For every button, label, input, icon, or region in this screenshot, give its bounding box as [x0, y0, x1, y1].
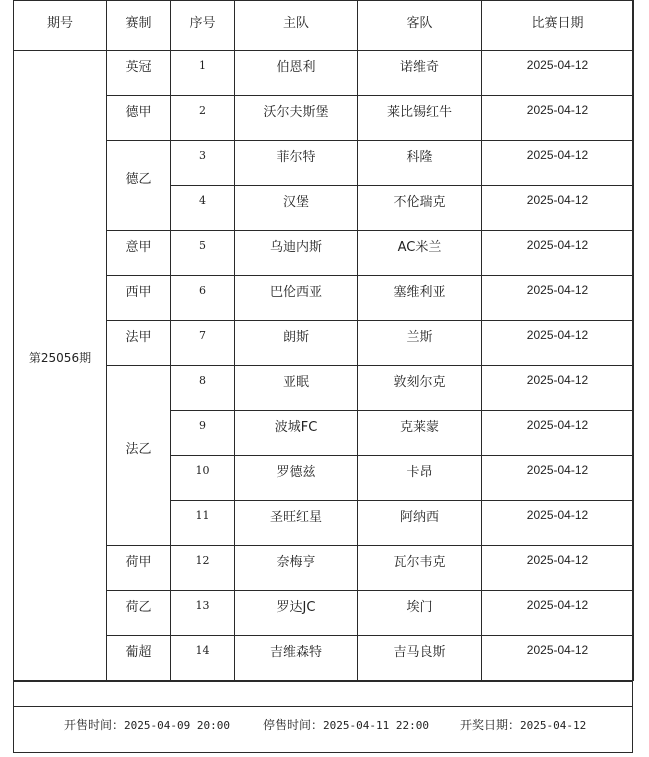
- league-label: 法甲: [125, 329, 152, 345]
- table-row: [14, 51, 634, 96]
- spacer-row: [13, 681, 633, 707]
- league-cell: [107, 96, 171, 141]
- home-team-cell: 伯恩利: [235, 51, 358, 96]
- league-label: 意甲: [125, 239, 152, 255]
- table-row: [14, 636, 634, 681]
- header-home-team: 主队: [235, 1, 358, 51]
- match-date-cell: 2025-04-12: [482, 141, 634, 186]
- seq-cell: 10: [171, 456, 235, 501]
- match-date-cell: 2025-04-12: [482, 546, 634, 591]
- away-team-cell: 吉马良斯: [358, 636, 482, 681]
- seq-cell: 6: [171, 276, 235, 321]
- table-row: [14, 276, 634, 321]
- league-label: 德甲: [125, 104, 152, 120]
- draw-date-info: [460, 716, 586, 733]
- seq-cell: 4: [171, 186, 235, 231]
- home-team-cell: 波城FC: [235, 411, 358, 456]
- home-team-cell: 罗达JC: [235, 591, 358, 636]
- league-cell: [107, 231, 171, 276]
- match-date-cell: 2025-04-12: [482, 96, 634, 141]
- league-label: 葡超: [125, 644, 152, 660]
- match-date-cell: 2025-04-12: [482, 591, 634, 636]
- away-team-cell: 阿纳西: [358, 501, 482, 546]
- away-team-cell: 卡昂: [358, 456, 482, 501]
- home-team-cell: 亚眠: [235, 366, 358, 411]
- home-team-cell: 巴伦西亚: [235, 276, 358, 321]
- seq-cell: 11: [171, 501, 235, 546]
- home-team-cell: 朗斯: [235, 321, 358, 366]
- match-date-cell: 2025-04-12: [482, 501, 634, 546]
- away-team-cell: 克莱蒙: [358, 411, 482, 456]
- home-team-cell: 沃尔夫斯堡: [235, 96, 358, 141]
- sale-stop-label: 停售时间：: [263, 718, 324, 732]
- away-team-cell: 莱比锡红牛: [358, 96, 482, 141]
- match-date-cell: 2025-04-12: [482, 636, 634, 681]
- draw-date-value: 2025-04-12: [520, 719, 587, 732]
- away-team-cell: 埃门: [358, 591, 482, 636]
- draw-date-label: 开奖日期：: [460, 718, 521, 732]
- seq-cell: 12: [171, 546, 235, 591]
- period-cell: [14, 51, 107, 681]
- league-cell: [107, 366, 171, 546]
- league-label: 荷甲: [125, 554, 152, 570]
- match-date-cell: 2025-04-12: [482, 411, 634, 456]
- fixture-table: [13, 0, 634, 681]
- sale-info-footer: [13, 707, 633, 739]
- home-team-cell: 乌迪内斯: [235, 231, 358, 276]
- match-date-cell: 2025-04-12: [482, 366, 634, 411]
- home-team-cell: 菲尔特: [235, 141, 358, 186]
- header-seq: 序号: [171, 1, 235, 51]
- match-date-cell: 2025-04-12: [482, 321, 634, 366]
- match-date-cell: 2025-04-12: [482, 456, 634, 501]
- match-date-cell: 2025-04-12: [482, 51, 634, 96]
- seq-cell: 5: [171, 231, 235, 276]
- league-cell: [107, 546, 171, 591]
- away-team-cell: AC米兰: [358, 231, 482, 276]
- home-team-cell: 吉维森特: [235, 636, 358, 681]
- league-cell: [107, 51, 171, 96]
- seq-cell: 9: [171, 411, 235, 456]
- league-cell: [107, 591, 171, 636]
- home-team-cell: 圣旺红星: [235, 501, 358, 546]
- header-away-team: 客队: [358, 1, 482, 51]
- table-row: [14, 591, 634, 636]
- sale-stop-info: [263, 716, 429, 733]
- header-league: 赛制: [107, 1, 171, 51]
- seq-cell: 14: [171, 636, 235, 681]
- match-date-cell: 2025-04-12: [482, 186, 634, 231]
- sale-start-info: [64, 716, 230, 733]
- match-date-cell: 2025-04-12: [482, 276, 634, 321]
- away-team-cell: 瓦尔韦克: [358, 546, 482, 591]
- seq-cell: 8: [171, 366, 235, 411]
- seq-cell: 2: [171, 96, 235, 141]
- away-team-cell: 塞维利亚: [358, 276, 482, 321]
- league-cell: [107, 321, 171, 366]
- home-team-cell: 汉堡: [235, 186, 358, 231]
- period-label: 第25056期: [28, 351, 92, 365]
- league-label: 德乙: [125, 172, 152, 187]
- table-row: [14, 96, 634, 141]
- table-row: [14, 366, 634, 411]
- league-label: 西甲: [125, 284, 152, 300]
- league-label: 英冠: [125, 59, 152, 75]
- seq-cell: 13: [171, 591, 235, 636]
- sale-stop-value: 2025-04-11 22:00: [323, 719, 429, 732]
- home-team-cell: 奈梅亨: [235, 546, 358, 591]
- away-team-cell: 科隆: [358, 141, 482, 186]
- sale-start-label: 开售时间：: [64, 718, 125, 732]
- seq-cell: 7: [171, 321, 235, 366]
- table-row: [14, 321, 634, 366]
- header-period: 期号: [14, 1, 107, 51]
- table-row: [14, 231, 634, 276]
- away-team-cell: 诺维奇: [358, 51, 482, 96]
- away-team-cell: 不伦瑞克: [358, 186, 482, 231]
- away-team-cell: 敦刻尔克: [358, 366, 482, 411]
- league-cell: [107, 276, 171, 321]
- league-cell: [107, 636, 171, 681]
- table-row: [14, 546, 634, 591]
- header-match-date: 比赛日期: [482, 1, 634, 51]
- home-team-cell: 罗德兹: [235, 456, 358, 501]
- away-team-cell: 兰斯: [358, 321, 482, 366]
- league-label: 荷乙: [125, 599, 152, 615]
- match-date-cell: 2025-04-12: [482, 231, 634, 276]
- league-label: 法乙: [125, 442, 152, 457]
- sale-start-value: 2025-04-09 20:00: [124, 719, 230, 732]
- league-cell: [107, 141, 171, 231]
- header-row: [14, 1, 634, 51]
- seq-cell: 3: [171, 141, 235, 186]
- table-row: [14, 141, 634, 186]
- seq-cell: 1: [171, 51, 235, 96]
